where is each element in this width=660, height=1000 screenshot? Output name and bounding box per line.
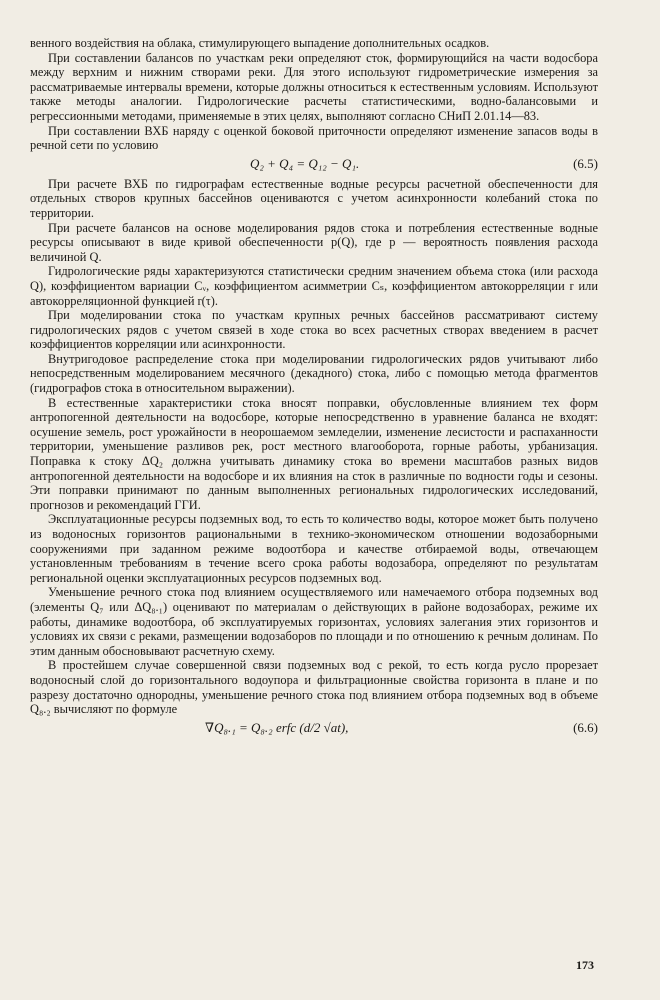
formula-6-5 [30, 155, 598, 175]
formula-6-6 [30, 719, 598, 739]
formula-6-6-number: (6.6) [573, 719, 598, 735]
page-number: 173 [576, 958, 594, 972]
paragraph-modeling-series: При расчете балансов на основе моделирования рядов стока и потребления естественные водные ресурсы описывают в виде кривой обеспеченности p(Q), где p — вероятность появления расхода величиной Q. [30, 220, 598, 264]
formula-6-5-expression: Q₂ + Q₄ = Q₁₂ − Q₁. [250, 155, 360, 171]
paragraph-river-sections: При составлении балансов по участкам реки определяют сток, формирующийся на части водосбора между верхним и нижним створами реки. Для этого используют гидрометрические измерения за рассматриваемые интервалы времени, которые должны относиться к естественным условиям. Используют также методы аналогии. Гидрологические расчеты статистическими, водно-балансовыми и регрессионными методами, применяемые в этих целях, выполняют согласно СНиП 2.01.14—83. [30, 50, 598, 123]
paragraph-flow-reduction: Уменьшение речного стока под влиянием осуществляемого или намечаемого отбора подземных вод (элементы Q₇ или ΔQ₈.₁) оценивают по материалам о действующих в районе водозаборах, режиме их работы, динамике водоотбора, об эксплуатируемых горизонтах, условиях залегания этих горизонтов и условиях их связи с реками, размещении водозаборов по площади и по отношению к речным долинам. По этим данным обосновывают расчетную схему. [30, 585, 598, 658]
paragraph-anthropogenic-corrections: В естественные характеристики стока вносят поправки, обусловленные влиянием тех форм антропогенной деятельности на водосборе, которые непосредственно в уравнение баланса не входят: осушение земель, рост урожайности в неорошаемом земледелии, изменение лесистости и распаханности территории, уменьшение разливов рек, рост местного влагооборота, горные работы, урбанизация. Поправка к стоку ΔQ₂ должна учитывать динамику стока во времени масштабов разных видов антропогенной деятельности на водосборе и их влияния на сток в различные по водности годы и сезоны. Эти поправки принимают по данным выполненных региональных гидрологических исследований, прогнозов и рекомендаций ГГИ. [30, 395, 598, 512]
paragraph-intra-annual: Внутригодовое распределение стока при моделировании гидрологических рядов учитывают либо непосредственным моделированием месячного (декадного) стока, либо с помощью метода фрагментов (гидрографов стока в относительном выражении). [30, 351, 598, 396]
page-body [30, 36, 598, 741]
paragraph-simplest-case: В простейшем случае совершенной связи подземных вод с рекой, то есть когда русло прорезает водоносный слой до горизонтального водоупора и фильтрационные свойства горизонта в плане и по разрезу достаточно однородны, уменьшение речного стока под влиянием отбора подземных вод в объеме Q₈.₂ вычисляют по формуле [30, 658, 598, 717]
formula-6-5-number: (6.5) [573, 155, 598, 171]
paragraph-statistics: Гидрологические ряды характеризуются статистически средним значением объема стока (или расхода Q), коэффициентом вариации Cᵥ, коэффициентом асимметрии Cₛ, коэффициентом автокорреляции r или автокорреляционной функцией r(τ). [30, 264, 598, 308]
formula-6-6-expression: ∇Q₈.₁ = Q₈.₂ erfc (d/2 √at), [205, 719, 349, 735]
paragraph-lateral-inflow: При составлении ВХБ наряду с оценкой боковой приточности определяют изменение запасов воды в речной сети по условию [30, 123, 598, 153]
paragraph-groundwater-resources: Эксплуатационные ресурсы подземных вод, то есть то количество воды, которое может быть получено из водоносных горизонтов рациональными в технико-экономическом отношении водозаборными сооружениями при заданном режиме водоотбора и качестве отбираемой воды, отвечающем установленным требованиям в течение всего срока работы водозабора, определяют по результатам региональной оценки эксплуатационных ресурсов подземных вод. [30, 512, 598, 585]
paragraph-large-basins: При моделировании стока по участкам крупных речных бассейнов рассматривают систему гидрологических рядов с учетом связей в ходе стока во всех расчетных створах введением в расчет коэффициентов корреляции или асинхронности. [30, 308, 598, 352]
paragraph-continuation: венного воздействия на облака, стимулирующего выпадение дополнительных осадков. [30, 36, 490, 50]
paragraph-hydrographs: При расчете ВХБ по гидрографам естественные водные ресурсы расчетной обеспеченности для отдельных створов крупных бассейнов оцениваются с учетом асинхронности колебаний стока по территории. [30, 176, 598, 220]
